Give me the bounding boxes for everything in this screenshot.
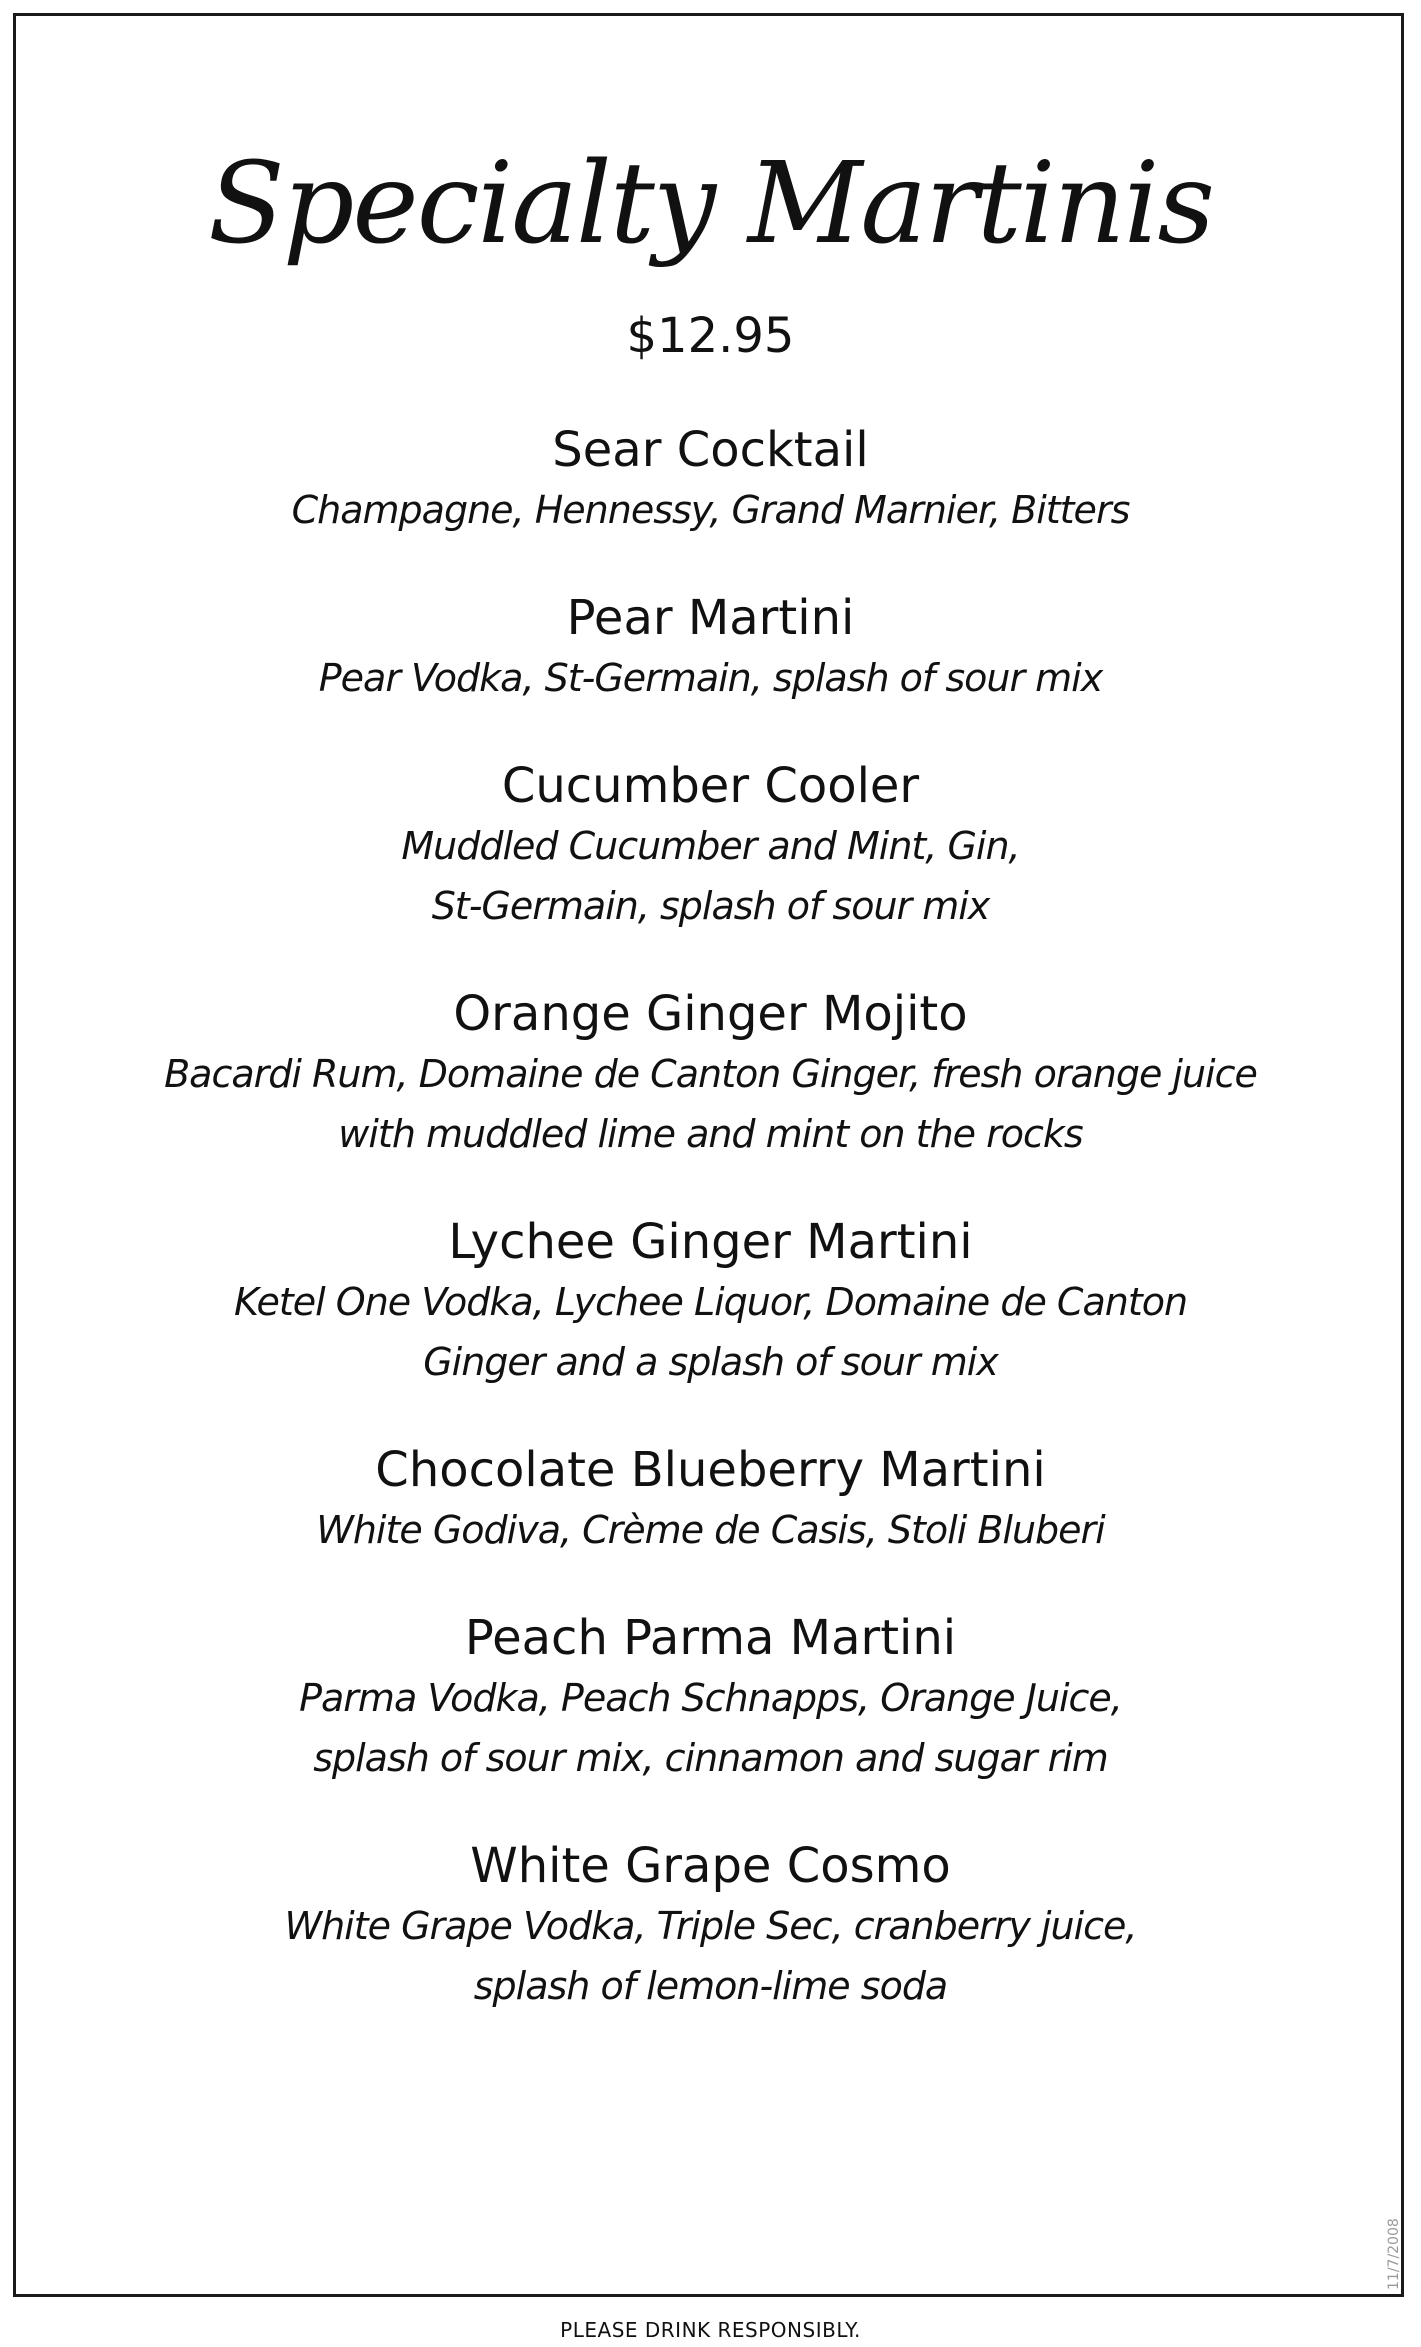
footer-notice: PLEASE DRINK RESPONSIBLY. <box>560 2318 861 2342</box>
menu-item-description: White Godiva, Crème de Casis, Stoli Bluberi <box>316 1508 1105 1552</box>
menu-item <box>0 756 1421 936</box>
menu-item <box>0 984 1421 1164</box>
menu-item-name: Pear Martini <box>566 590 855 646</box>
menu-item-description: with muddled lime and mint on the rocks <box>338 1112 1083 1156</box>
menu-item <box>0 588 1421 708</box>
menu-item-name: Chocolate Blueberry Martini <box>375 1442 1046 1498</box>
menu-item-name: Peach Parma Martini <box>464 1610 957 1666</box>
menu-item <box>0 1836 1421 2016</box>
menu-item-description: St-Germain, splash of sour mix <box>431 884 990 928</box>
menu-item-name: Sear Cocktail <box>552 422 869 478</box>
menu-item-description: Ketel One Vodka, Lychee Liquor, Domaine de Canton <box>233 1280 1188 1324</box>
menu-item-description: Pear Vodka, St-Germain, splash of sour mix <box>318 656 1103 700</box>
menu-item-name: Cucumber Cooler <box>501 758 920 814</box>
menu-item-description: White Grape Vodka, Triple Sec, cranberry juice, <box>284 1904 1137 1948</box>
menu-price: $12.95 <box>626 308 795 364</box>
menu-item <box>0 1440 1421 1560</box>
menu-item-description: Ginger and a splash of sour mix <box>423 1340 998 1384</box>
menu-item <box>0 420 1421 540</box>
menu-title: Specialty Martinis <box>208 139 1213 269</box>
menu-item-description: splash of lemon-lime soda <box>473 1964 948 2008</box>
menu-item-description: Champagne, Hennessy, Grand Marnier, Bitters <box>291 488 1130 532</box>
menu-item-description: Muddled Cucumber and Mint, Gin, <box>401 824 1020 868</box>
menu-item <box>0 1608 1421 1788</box>
menu-item <box>0 1212 1421 1392</box>
print-date-code: 11/7/2008 <box>1386 2218 1402 2290</box>
menu-item-name: White Grape Cosmo <box>470 1838 951 1894</box>
menu-item-description: Bacardi Rum, Domaine de Canton Ginger, fresh orange juice <box>164 1052 1257 1096</box>
menu-item-name: Orange Ginger Mojito <box>453 986 968 1042</box>
menu-item-description: splash of sour mix, cinnamon and sugar rim <box>313 1736 1108 1780</box>
menu-item-name: Lychee Ginger Martini <box>448 1214 973 1270</box>
menu-item-description: Parma Vodka, Peach Schnapps, Orange Juice, <box>299 1676 1122 1720</box>
